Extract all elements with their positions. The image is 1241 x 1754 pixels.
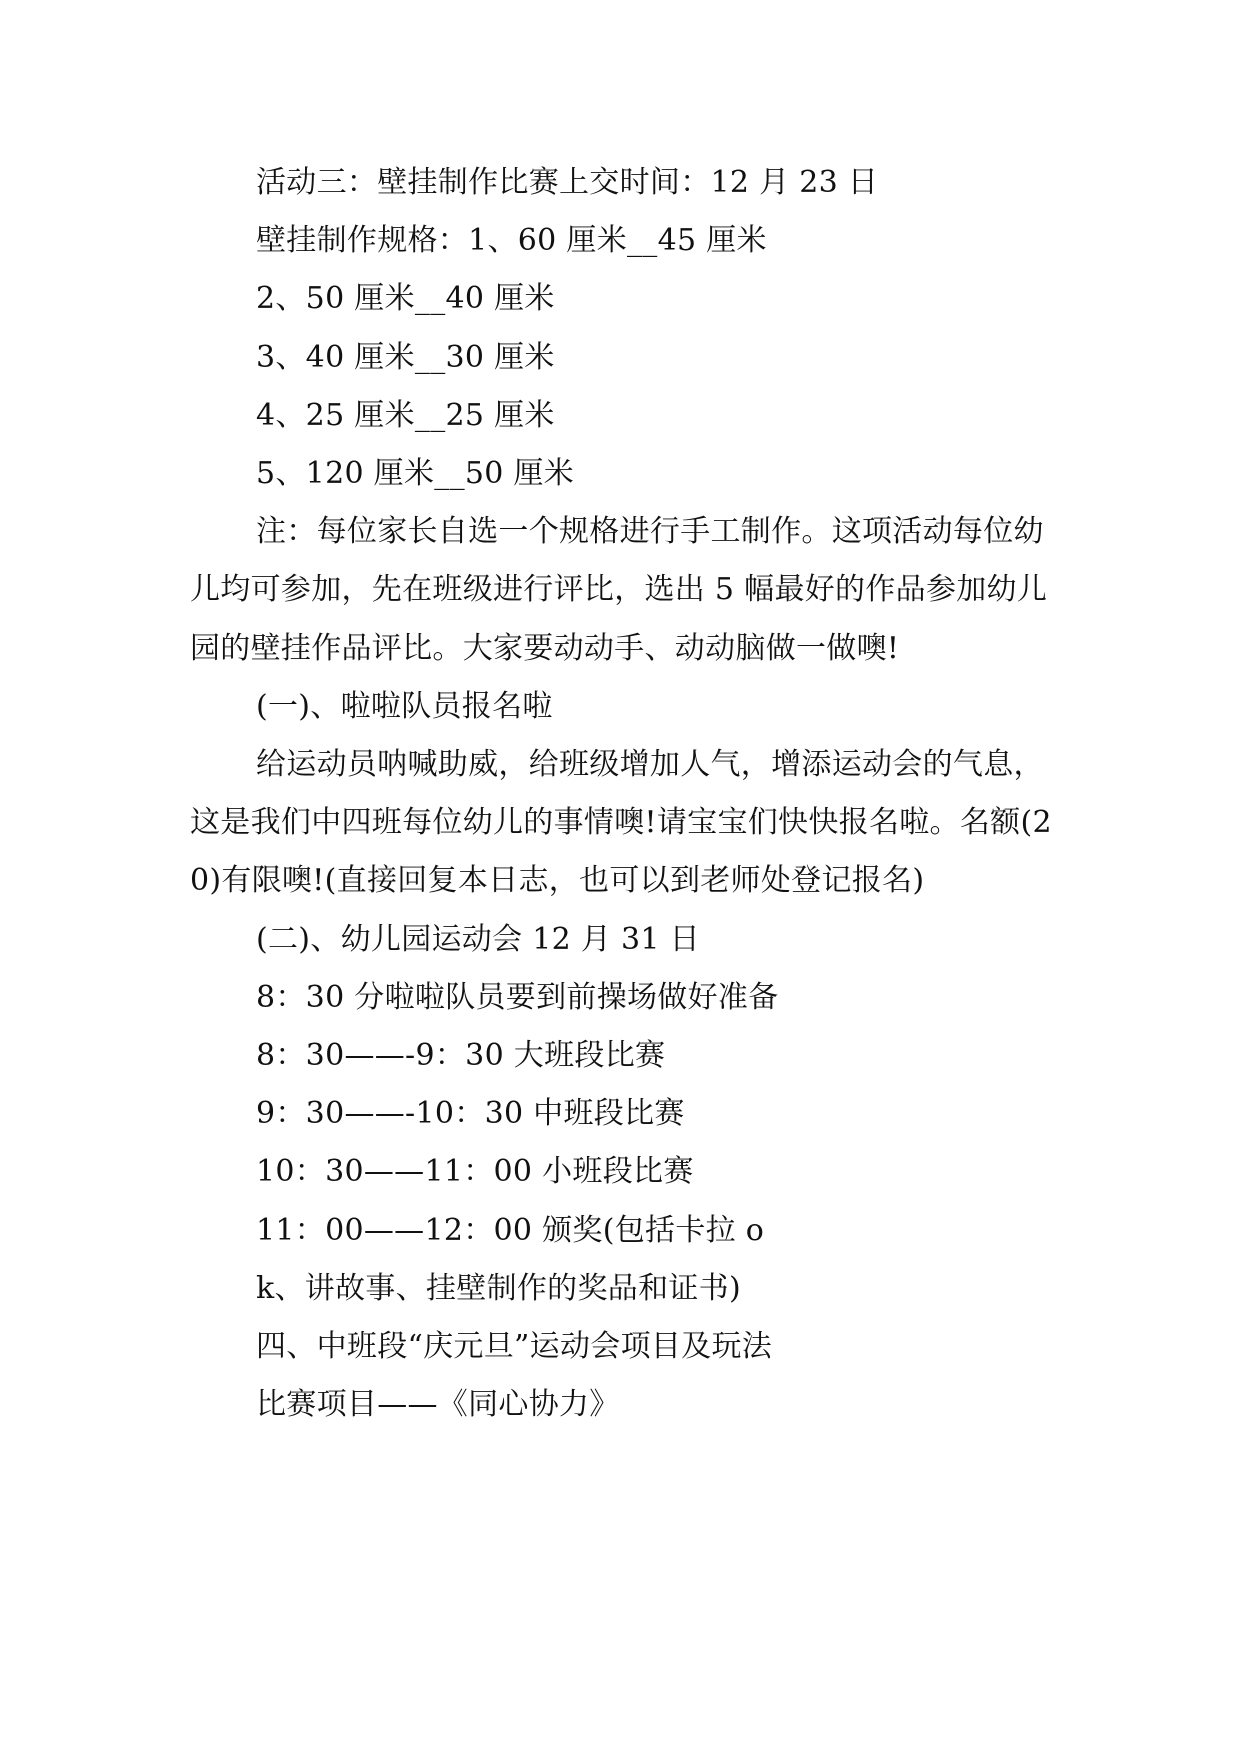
middle-class-events-title: 四、中班段“庆元旦”运动会项目及玩法 xyxy=(256,1329,773,1365)
document-body xyxy=(190,154,1060,1434)
size-spec-line-5: 5、120 厘米__50 厘米 xyxy=(256,456,575,492)
schedule-line-5: 11：00——12：00 颁奖(包括卡拉 o xyxy=(256,1212,765,1248)
schedule-line-3: 9：30——-10：30 中班段比赛 xyxy=(256,1096,685,1132)
size-spec-line-2: 2、50 厘米__40 厘米 xyxy=(256,281,555,317)
size-spec-line-3: 3、40 厘米__30 厘米 xyxy=(256,339,555,375)
note-paragraph: 注：每位家长自选一个规格进行手工制作。这项活动每位幼儿均可参加，先在班级进行评比，选出 5 幅最好的作品参加幼儿园的壁挂作品评比。大家要动动手、动动脑做一做噢! xyxy=(190,514,1048,666)
activity-three-line: 活动三：壁挂制作比赛上交时间：12 月 23 日 xyxy=(256,165,879,200)
cheerleader-section-text: 给运动员呐喊助威，给班级增加人气，增添运动会的气息，这是我们中四班每位幼儿的事情噢!请宝宝们快快报名啦。名额(20)有限噢!(直接回复本日志，也可以到老师处登记报名) xyxy=(190,747,1052,899)
size-spec-line-1: 壁挂制作规格：1、60 厘米__45 厘米 xyxy=(256,223,767,259)
schedule-line-1: 8：30 分啦啦队员要到前操场做好准备 xyxy=(256,979,779,1015)
schedule-line-6: k、讲故事、挂壁制作的奖品和证书) xyxy=(256,1270,741,1306)
schedule-line-4: 10：30——11：00 小班段比赛 xyxy=(256,1154,694,1190)
sports-meet-section-title: (二)、幼儿园运动会 12 月 31 日 xyxy=(256,921,700,957)
size-spec-line-4: 4、25 厘米__25 厘米 xyxy=(256,397,555,433)
game-title: 比赛项目——《同心协力》 xyxy=(256,1387,620,1423)
cheerleader-section-title: (一)、啦啦队员报名啦 xyxy=(256,688,553,724)
schedule-line-2: 8：30——-9：30 大班段比赛 xyxy=(256,1038,666,1074)
